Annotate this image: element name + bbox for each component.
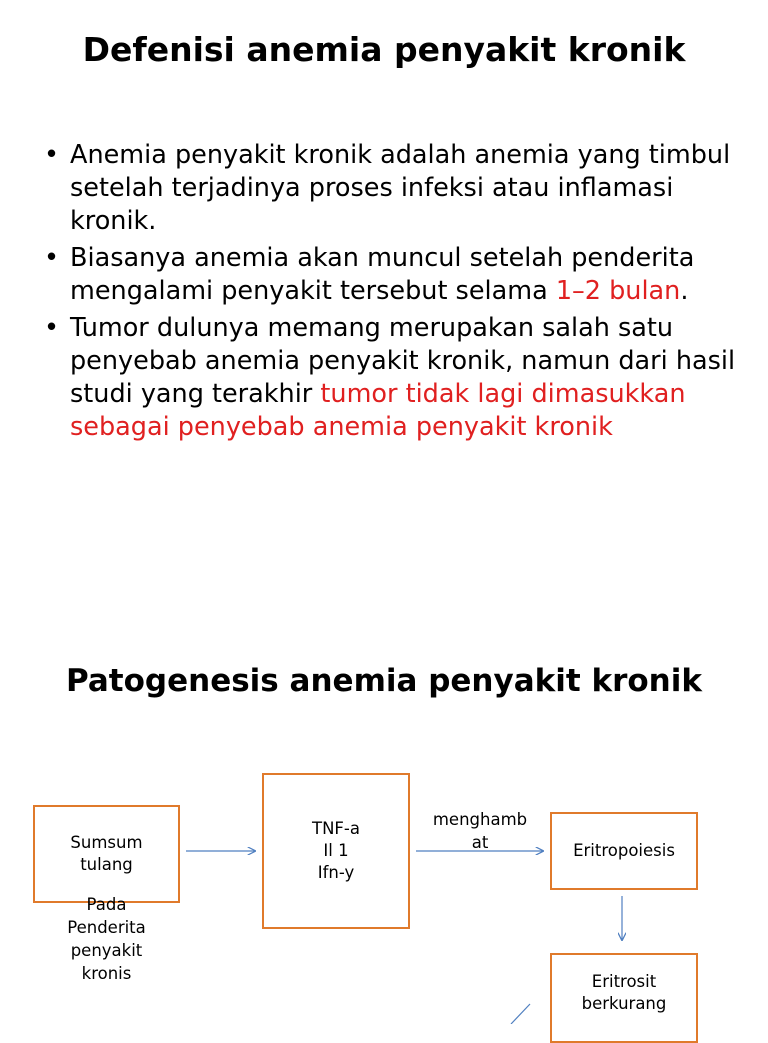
box-cytokines-text: TNF-a Il 1 Ifn-y xyxy=(312,819,360,882)
bullet-text: . xyxy=(680,276,689,306)
label-pada-penderita: Pada Penderita penyakit kronis xyxy=(67,895,146,983)
label-menghambat: menghamb at xyxy=(432,810,528,852)
box-sumsum-tulang xyxy=(33,805,180,903)
box-eritrosit-text: Eritrosit berkurang xyxy=(581,972,667,1013)
box-cytokines xyxy=(262,773,410,929)
slide-title-definition: Defenisi anemia penyakit kronik xyxy=(82,30,686,69)
highlighted-text: 1–2 bulan xyxy=(555,276,681,306)
bullet-text: Anemia penyakit kronik adalah anemia yang timbul setelah terjadinya proses infeksi atau inflamasi kronik. xyxy=(70,140,731,236)
bullet-text: Biasanya anemia akan muncul setelah penderita mengalami penyakit tersebut selama xyxy=(70,243,695,306)
box-sumsum-text: Sumsum tulang xyxy=(70,833,143,874)
highlighted-text: tumor tidak lagi dimasukkan sebagai penyebab anemia penyakit kronik xyxy=(70,379,686,442)
box-eritropoiesis xyxy=(550,812,698,890)
bullet-text: Tumor dulunya memang merupakan salah satu penyebab anemia penyakit kronik, namun dari hasil studi yang terakhir xyxy=(70,313,736,409)
arrow-eritrosit-outgoing xyxy=(511,1004,530,1024)
box-eritrosit-berkurang xyxy=(550,953,698,1043)
slide-title-pathogenesis: Patogenesis anemia penyakit kronik xyxy=(66,663,702,699)
box-eritropoiesis-text: Eritropoiesis xyxy=(573,841,675,860)
